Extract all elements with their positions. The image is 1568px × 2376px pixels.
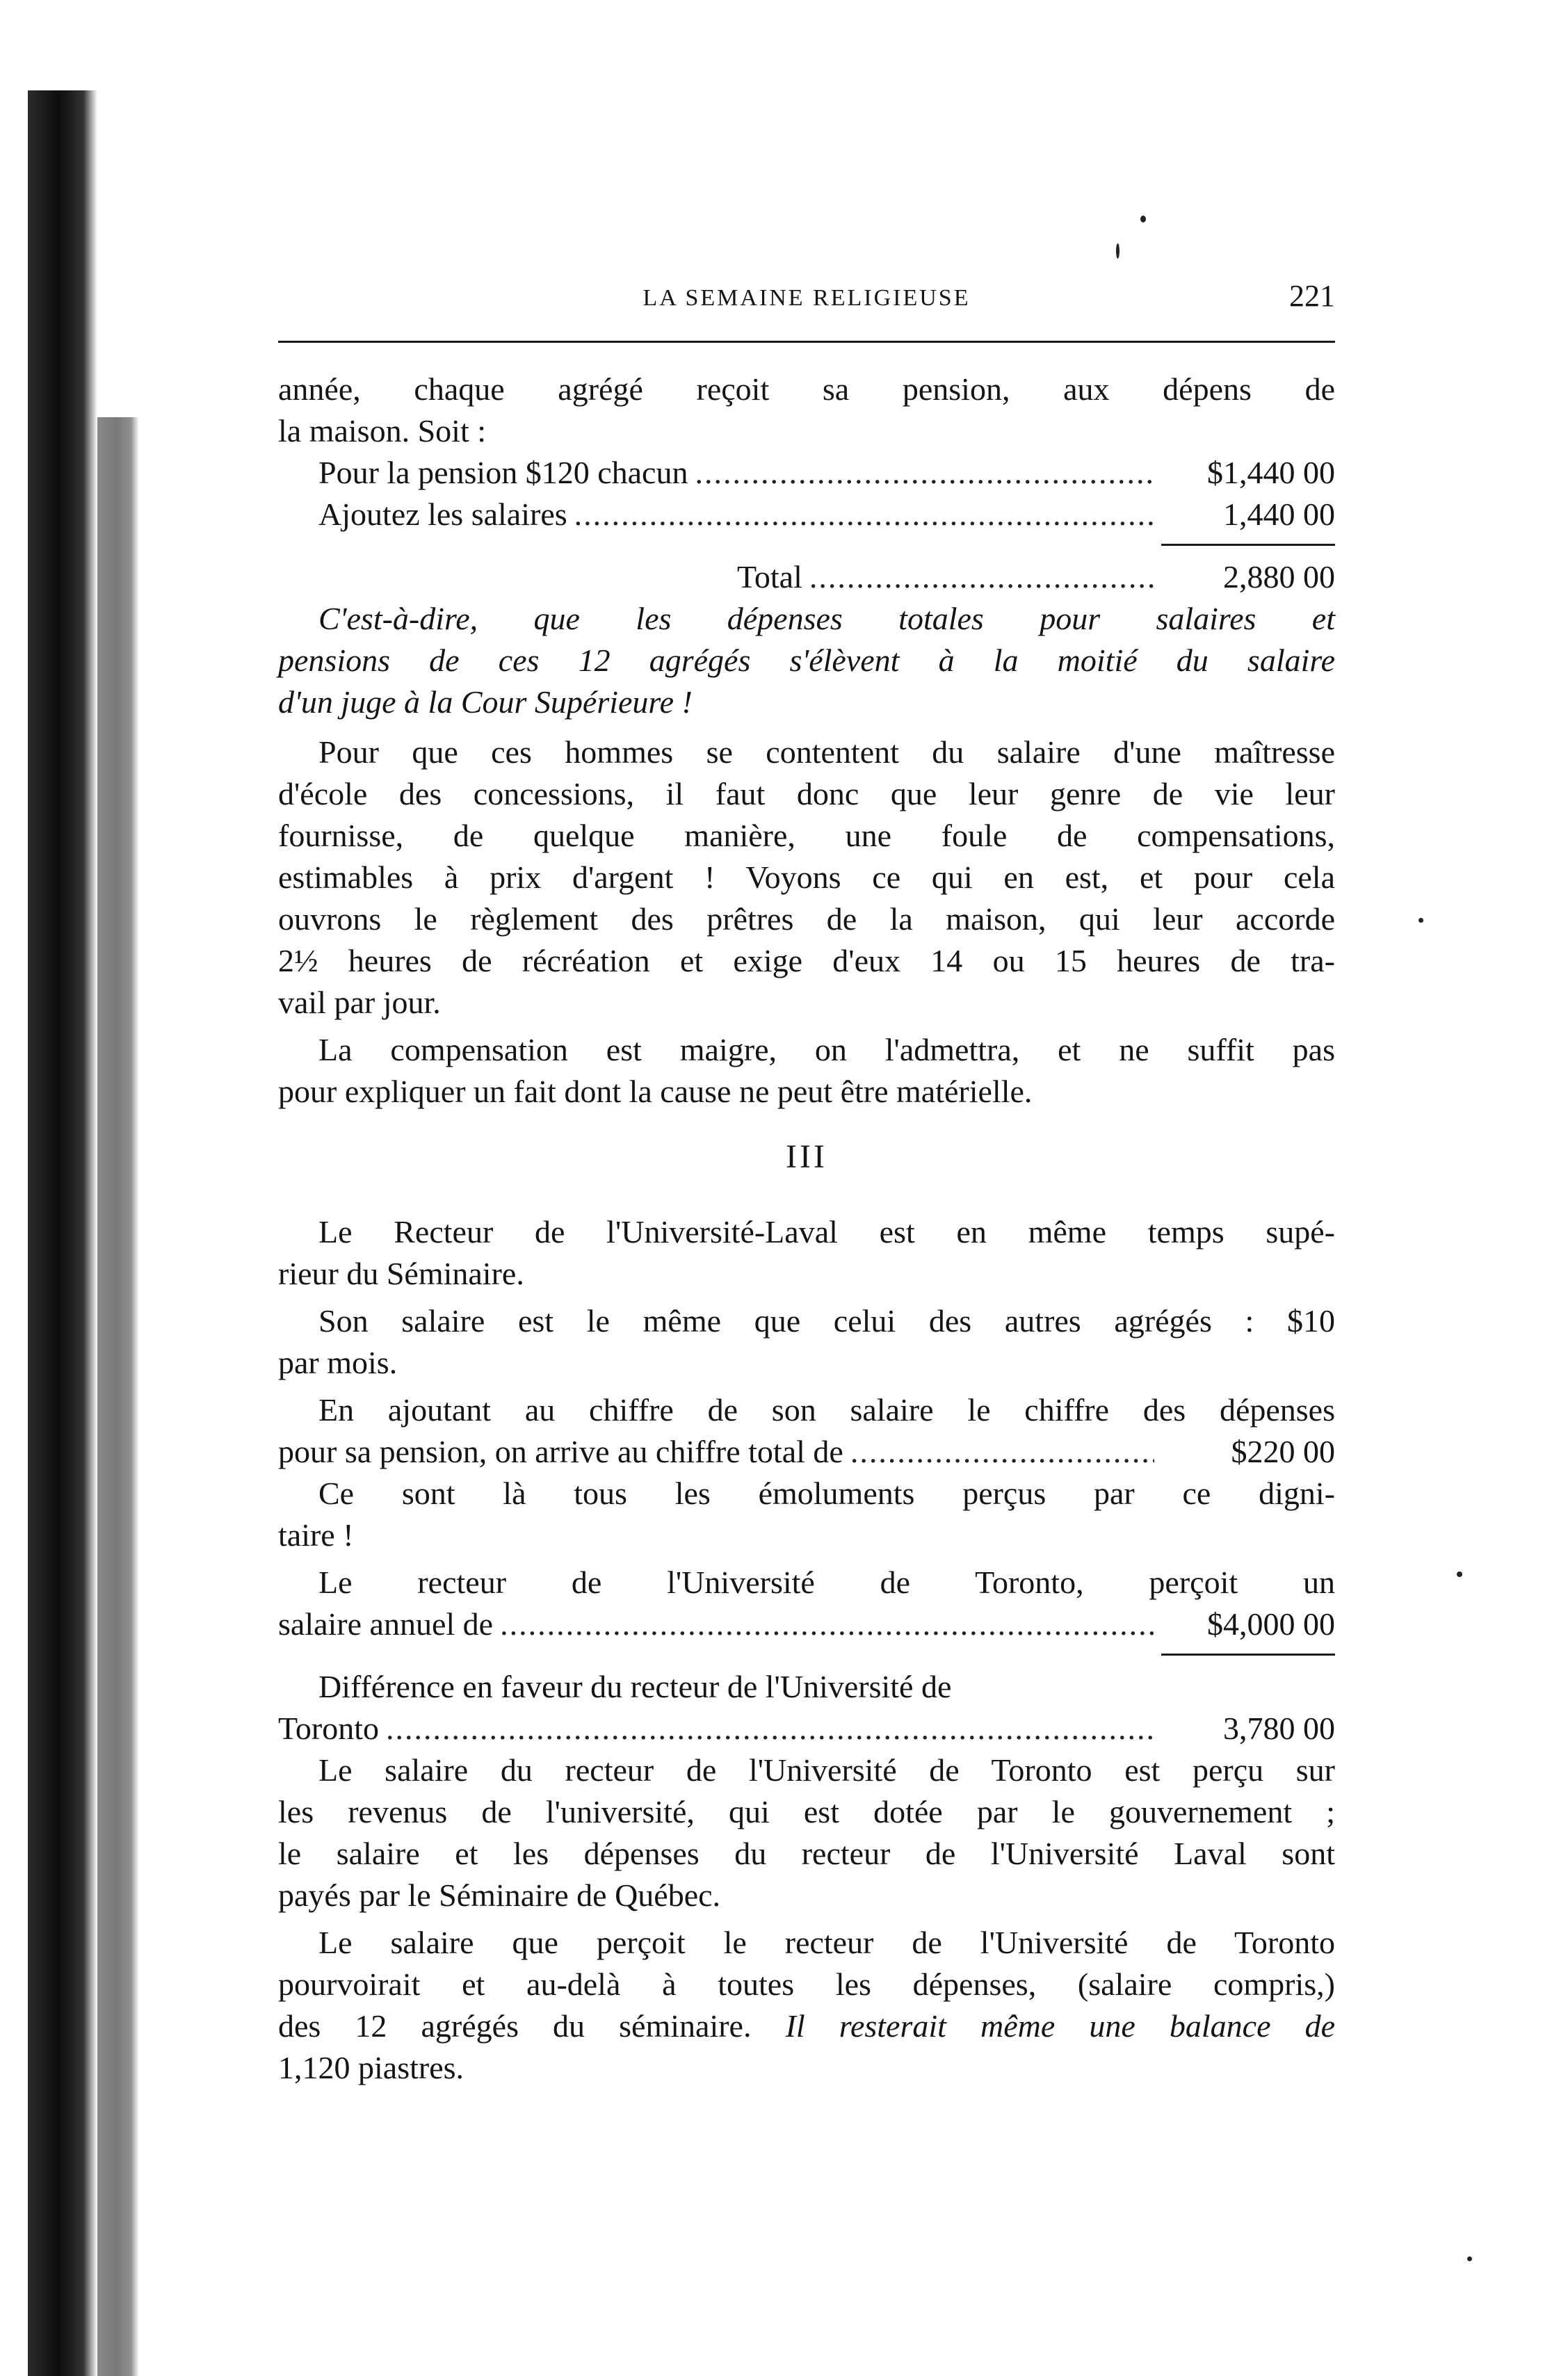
running-head: [278, 264, 1335, 320]
paragraph-line: rieur du Séminaire.: [278, 1256, 524, 1291]
page-number: 221: [1289, 279, 1335, 313]
print-speck: [1457, 1571, 1462, 1577]
paragraph-line: payés par le Séminaire de Québec.: [278, 1877, 721, 1913]
paragraph-line: La compensation est maigre, on l'admettra, et ne suffit pas: [318, 1032, 1335, 1067]
print-speck: [1467, 2256, 1472, 2261]
paragraph-line: d'école des concessions, il faut donc que leur genre de vie leur: [278, 776, 1335, 811]
paragraph-line: pour expliquer un fait dont la cause ne peut être matérielle.: [278, 1074, 1033, 1109]
paragraph-line: 2½ heures de récréation et exige d'eux 14 ou 15 heures de tra-: [278, 943, 1335, 978]
paragraph-line: d'un juge à la Cour Supérieure !: [278, 684, 693, 720]
dot-leader: [695, 452, 1154, 494]
paragraph-line: année, chaque agrégé reçoit sa pension, aux dépens de: [278, 371, 1335, 407]
paragraph-line: les revenus de l'université, qui est dotée par le gouvernement ;: [278, 1794, 1335, 1829]
paragraph-emphasis: Il resterait même une balance de: [785, 2008, 1336, 2044]
paragraph-line: Ce sont là tous les émoluments perçus par ce digni-: [318, 1476, 1335, 1511]
ledger-label: salaire annuel de: [278, 1606, 494, 1642]
paragraph-line: En ajoutant au chiffre de son salaire le chiffre des dépenses: [318, 1392, 1335, 1428]
paragraph-line: le salaire et les dépenses du recteur de l'Université Laval sont: [278, 1836, 1335, 1871]
print-speck: [1419, 918, 1423, 923]
binding-shadow: [0, 0, 160, 2376]
ledger-row: [278, 1603, 1335, 1645]
ledger-label: pour sa pension, on arrive au chiffre total de: [278, 1434, 843, 1469]
paragraph-line: Le salaire que perçoit le recteur de l'Université de Toronto: [318, 1925, 1335, 1960]
ledger-amount: 1,440 00: [1223, 496, 1335, 532]
ledger-label: Pour la pension $120 chacun: [318, 455, 688, 490]
total-amount: 2,880 00: [1223, 559, 1335, 595]
print-speck: [1116, 243, 1120, 259]
ledger-label: Ajoutez les salaires: [318, 496, 567, 532]
paragraph-line: Différence en faveur du recteur de l'Université de: [318, 1669, 952, 1704]
body-text: [278, 369, 1335, 2089]
dot-leader: [500, 1603, 1154, 1645]
paragraph-line: pourvoirait et au-delà à toutes les dépenses, (salaire compris,): [278, 1966, 1335, 2002]
paragraph-line: fournisse, de quelque manière, une foule de compensations,: [278, 818, 1335, 853]
ledger-row: [278, 452, 1335, 494]
paragraph-line: pensions de ces 12 agrégés s'élèvent à la moitié du salaire: [278, 643, 1335, 678]
paragraph-line: 1,120 piastres.: [278, 2050, 464, 2085]
dot-leader: [574, 494, 1154, 535]
print-speck: [1140, 216, 1146, 223]
paragraph-line: Son salaire est le même que celui des autres agrégés : $10: [318, 1303, 1335, 1339]
header-rule: [278, 341, 1335, 343]
section-number: III: [786, 1138, 827, 1175]
sum-rule: [278, 535, 1335, 556]
paragraph-line: Le recteur de l'Université de Toronto, perçoit un: [318, 1565, 1335, 1600]
paragraph-line: taire !: [278, 1517, 354, 1553]
paragraph-line-mixed: [278, 2005, 1335, 2047]
paragraph-line: C'est-à-dire, que les dépenses totales pour salaires et: [318, 601, 1335, 636]
paragraph-line: Pour que ces hommes se contentent du salaire d'une maîtresse: [318, 734, 1335, 770]
ledger-row: [278, 1708, 1335, 1749]
paragraph-line: Le salaire du recteur de l'Université de Toronto est perçu sur: [318, 1752, 1335, 1788]
ledger-amount: 3,780 00: [1223, 1711, 1335, 1746]
running-title: LA SEMAINE RELIGIEUSE: [642, 285, 971, 311]
paragraph-line: par mois.: [278, 1345, 398, 1380]
dot-leader: [850, 1431, 1154, 1473]
paragraph-line: ouvrons le règlement des prêtres de la maison, qui leur accorde: [278, 901, 1335, 937]
total-label: Total: [737, 559, 802, 595]
ledger-label: Toronto: [278, 1711, 379, 1746]
ledger-amount: $4,000 00: [1207, 1606, 1335, 1642]
paragraph-line: vail par jour.: [278, 985, 441, 1020]
ledger-amount: $1,440 00: [1207, 455, 1335, 490]
ledger-amount: $220 00: [1231, 1434, 1335, 1469]
paragraph-line: Le Recteur de l'Université-Laval est en même temps supé-: [318, 1214, 1335, 1250]
paragraph-line: la maison. Soit :: [278, 413, 486, 448]
paragraph-text: des 12 agrégés du séminaire.: [278, 2008, 752, 2044]
total-row: [278, 556, 1335, 598]
sum-rule: [278, 1645, 1335, 1666]
dot-leader: [809, 556, 1154, 598]
ledger-row: [278, 494, 1335, 535]
paragraph-line: estimables à prix d'argent ! Voyons ce qui en est, et pour cela: [278, 859, 1335, 895]
ledger-row: [278, 1431, 1335, 1473]
dot-leader: [386, 1708, 1154, 1749]
